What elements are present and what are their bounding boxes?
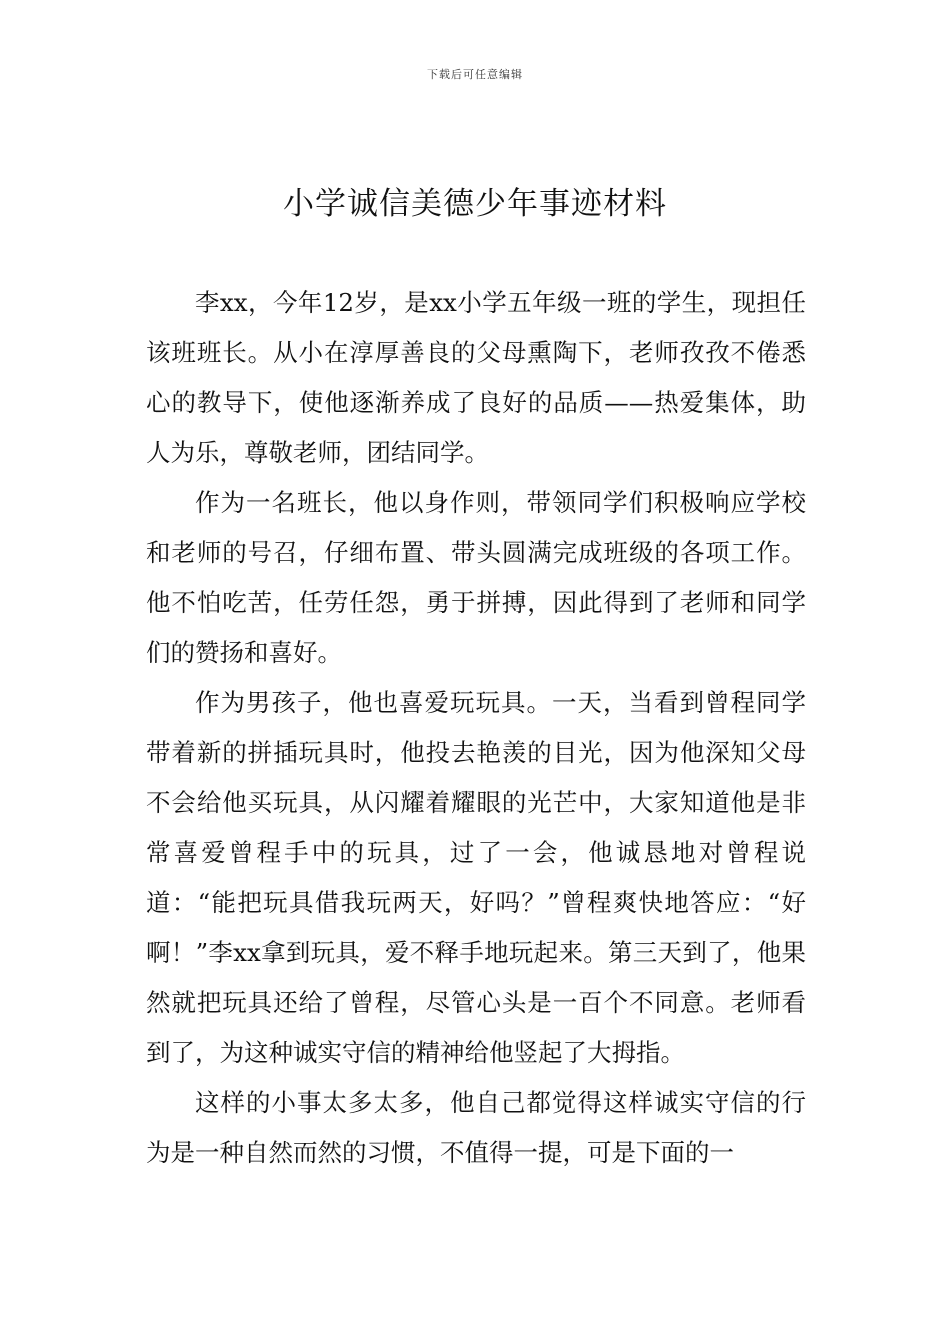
document-title: 小学诚信美德少年事迹材料 (283, 186, 667, 222)
document-body (146, 278, 806, 1178)
paragraph-4: 这样的小事太多太多，他自己都觉得这样诚实守信的行为是一种自然而然的习惯，不值得一提，可是下面的一 (146, 1088, 806, 1167)
paragraph-1: 李xx，今年12岁，是xx小学五年级一班的学生，现担任该班班长。从小在淳厚善良的父母熏陶下，老师孜孜不倦悉心的教导下，使他逐渐养成了良好的品质——热爱集体，助人为乐，尊敬老师，团结同学。 (146, 288, 806, 467)
paragraph-3: 作为男孩子，他也喜爱玩玩具。一天，当看到曾程同学带着新的拼插玩具时，他投去艳羡的目光，因为他深知父母不会给他买玩具，从闪耀着耀眼的光芒中，大家知道他是非常喜爱曾程手中的玩具，过了一会，他诚恳地对曾程说道：“能把玩具借我玩两天，好吗？”曾程爽快地答应：“好啊！”李xx拿到玩具，爱不释手地玩起来。第三天到了，他果然就把玩具还给了曾程，尽管心头是一百个不同意。老师看到了，为这种诚实守信的精神给他竖起了大拇指。 (146, 688, 806, 1067)
header-note: 下载后可任意编辑 (427, 68, 523, 81)
paragraph-2: 作为一名班长，他以身作则，带领同学们积极响应学校和老师的号召，仔细布置、带头圆满完成班级的各项工作。他不怕吃苦，任劳任怨，勇于拼搏，因此得到了老师和同学们的赞扬和喜好。 (146, 488, 806, 667)
